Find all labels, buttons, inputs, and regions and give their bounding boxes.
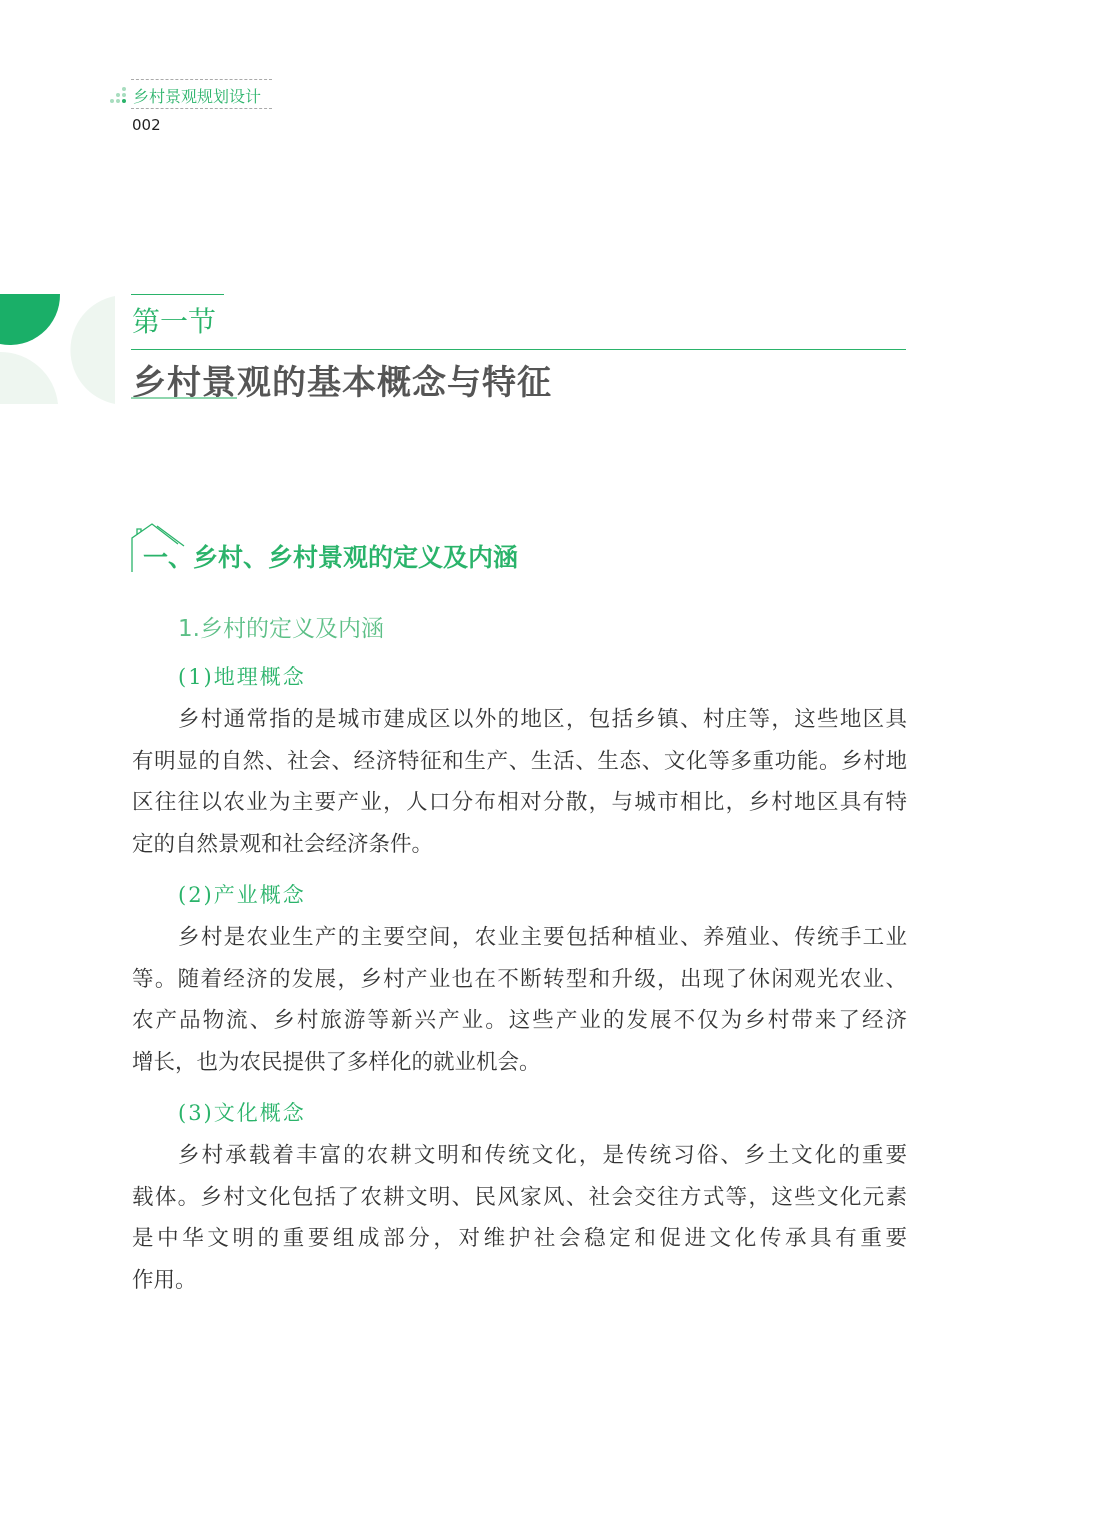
text-line: 定的自然景观和社会经济条件。 xyxy=(132,832,434,858)
subsection-title: (3)文化概念 xyxy=(178,1101,306,1125)
running-header xyxy=(131,79,272,109)
decorative-shapes xyxy=(0,294,120,404)
text-line: 乡村承载着丰富的农耕文明和传统文化，是传统习俗、乡土文化的重要 xyxy=(178,1143,907,1168)
book-title: 乡村景观规划设计 xyxy=(133,87,262,106)
text-line: 乡村通常指的是城市建成区以外的地区，包括乡镇、村庄等，这些地区具 xyxy=(178,707,907,732)
subsection-title: (1)地理概念 xyxy=(178,665,306,689)
text-line: 是中华文明的重要组成部分，对维护社会稳定和促进文化传承具有重要 xyxy=(132,1226,907,1252)
text-line: 有明显的自然、社会、经济特征和生产、生活、生态、文化等多重功能。乡村地 xyxy=(132,748,907,774)
paragraph xyxy=(132,917,907,1084)
heading-level-2: 1.乡村的定义及内涵 xyxy=(178,616,384,642)
heading-level-1: 一、乡村、乡村景观的定义及内涵 xyxy=(143,543,519,572)
text-line: 作用。 xyxy=(132,1268,197,1294)
text-line: 农产品物流、乡村旅游等新兴产业。这些产业的发展不仅为乡村带来了经济 xyxy=(132,1008,907,1034)
text-line: 区往往以农业为主要产业，人口分布相对分散，与城市相比，乡村地区具有特 xyxy=(132,790,907,816)
text-line: 乡村是农业生产的主要空间，农业主要包括种植业、养殖业、传统手工业 xyxy=(178,925,907,950)
text-line: 等。随着经济的发展，乡村产业也在不断转型和升级，出现了休闲观光农业、 xyxy=(132,966,907,992)
text-line: 增长，也为农民提供了多样化的就业机会。 xyxy=(132,1050,541,1076)
dots-icon xyxy=(109,86,129,104)
section-label: 第一节 xyxy=(132,305,217,338)
subsection-title: (2)产业概念 xyxy=(178,883,306,907)
section-title: 乡村景观的基本概念与特征 xyxy=(132,363,552,403)
text-line: 载体。乡村文化包括了农耕文明、民风家风、社会交往方式等，这些文化元素 xyxy=(132,1184,907,1210)
page-number: 002 xyxy=(132,116,161,134)
paragraph xyxy=(132,699,907,866)
divider xyxy=(131,349,906,350)
divider xyxy=(131,294,224,295)
paragraph xyxy=(132,1135,907,1302)
divider xyxy=(131,397,237,399)
